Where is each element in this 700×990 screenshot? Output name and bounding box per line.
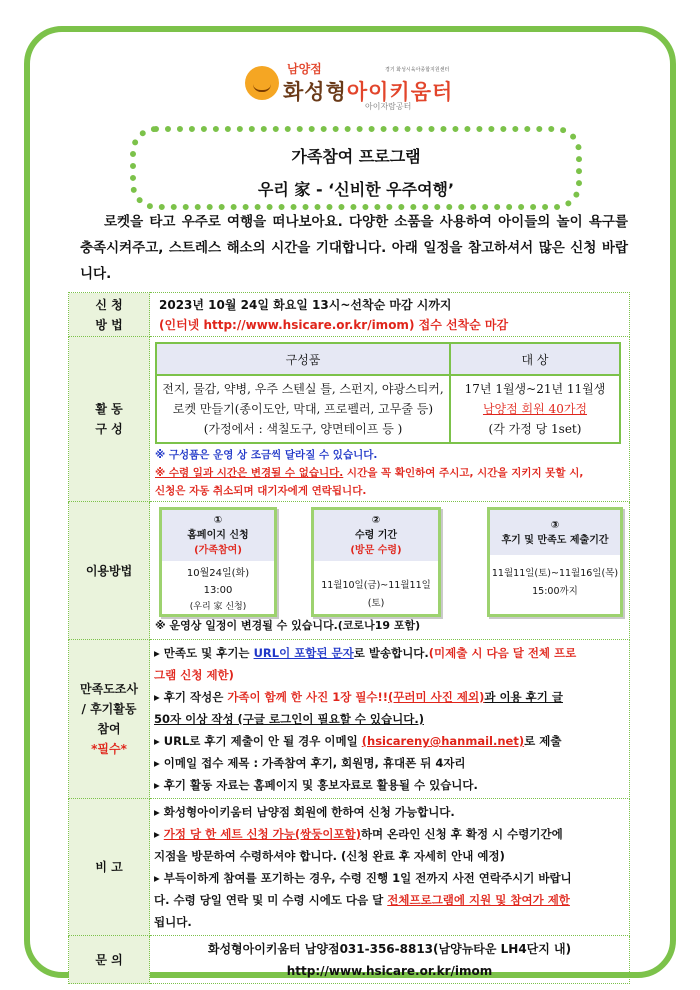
survey-b3c: 로 제출 <box>524 734 562 748</box>
survey-b2e: 50자 이상 작성 (구글 로그인이 필요할 수 있습니다.) <box>154 712 424 726</box>
contact-url[interactable]: http://www.hsicare.or.kr/imom <box>286 963 493 978</box>
contact-label: 문 의 <box>69 936 150 984</box>
col-header-items: 구성품 <box>156 343 450 375</box>
activity-cell <box>150 337 630 502</box>
items-line1: 전지, 물감, 약병, 우주 스텐실 틀, 스펀지, 야광스티커, <box>162 382 444 396</box>
sun-face-icon <box>245 66 279 100</box>
activity-note1: ※ 구성품은 운영 상 조금씩 달라질 수 있습니다. <box>155 449 378 461</box>
items-cell <box>156 375 450 443</box>
logo-org: 경기 화성시육아종합지원센터 <box>385 67 450 73</box>
activity-table <box>155 342 621 444</box>
step-3 <box>487 507 623 617</box>
items-line2: 로켓 만들기(종이도안, 막대, 프로펠러, 고무줄 등) <box>172 402 434 416</box>
contact-cell <box>150 936 630 984</box>
logo-tagline: 아이자람공터 <box>365 102 412 111</box>
survey-b3a: ▸ URL로 후기 제출이 안 될 경우 이메일 <box>154 734 362 748</box>
step-3-date: 11월11일(토)~11월16일(목) <box>491 568 619 579</box>
step-1-sub: (가족참여) <box>194 545 242 556</box>
info-table <box>68 292 630 984</box>
survey-label2: / 후기활동 <box>81 702 137 716</box>
target-cell <box>450 375 620 443</box>
logo <box>245 60 495 111</box>
activity-label: 활 동 구 성 <box>69 337 150 502</box>
target-line1: 17년 1월생~21년 11월생 <box>464 382 606 396</box>
step-2-sub: (방문 수령) <box>350 545 402 556</box>
survey-b4: ▸ 이메일 접수 제목 : 가족참여 후기, 회원명, 휴대폰 뒤 4자리 <box>154 756 466 770</box>
remarks-r1: ▸ 화성형아이키움터 남양점 회원에 한하여 신청 가능합니다. <box>154 805 455 819</box>
col-header-target: 대 상 <box>450 343 620 375</box>
page-title: 가족참여 프로그램 <box>291 147 421 166</box>
step-1-time: 13:00 <box>203 585 233 596</box>
remarks-r2b: 가정 당 한 세트 신청 가능(쌍둥이포함) <box>163 827 361 841</box>
target-line3: (각 가정 당 1set) <box>488 422 582 436</box>
step-3-time: 15:00까지 <box>532 586 578 597</box>
step-1 <box>159 507 277 617</box>
step-2-title: 수령 기간 <box>354 530 398 541</box>
step-2-num: ② <box>371 515 381 526</box>
items-line3: (가정에서 : 색칠도구, 양면테이프 등 ) <box>203 422 403 436</box>
survey-required: *필수* <box>91 742 127 756</box>
usage-steps <box>151 503 628 615</box>
apply-cell <box>150 293 630 337</box>
survey-cell <box>150 640 630 799</box>
step-1-title: 홈페이지 신청 <box>187 530 249 541</box>
remarks-cell <box>150 799 630 936</box>
remarks-r2c: 하며 온라인 신청 후 확정 시 수령기간에 <box>360 827 563 841</box>
survey-b2c: (꾸러미 사진 제외) <box>388 690 485 704</box>
survey-label1: 만족도조사 <box>80 682 138 696</box>
step-1-date: 10월24일(화) <box>186 568 250 579</box>
remarks-r3d: 됩니다. <box>154 915 192 929</box>
survey-label3: 참여 <box>97 722 121 736</box>
step-3-num: ③ <box>550 520 560 531</box>
remarks-r2a: ▸ <box>154 827 164 841</box>
survey-b2a: ▸ 후기 작성은 <box>154 690 228 704</box>
survey-label <box>69 640 150 799</box>
activity-note2b: 시간을 꼭 확인하여 주시고, 시간을 지키지 못할 시, <box>343 467 584 479</box>
logo-branch: 남양점 <box>287 62 322 76</box>
survey-b2b: 가족이 함께 한 사진 1장 필수!! <box>227 690 389 704</box>
step-1-note: (우리 家 신청) <box>189 602 247 612</box>
usage-note: ※ 운영상 일정이 변경될 수 있습니다.(코로나19 포함) <box>155 619 421 632</box>
step-3-title: 후기 및 만족도 제출기간 <box>501 535 609 546</box>
remarks-label: 비 고 <box>69 799 150 936</box>
remarks-r3a: ▸ 부득이하게 참여를 포기하는 경우, 수령 진행 1일 전까지 사전 연락주시기 바랍니 <box>154 871 572 885</box>
activity-note2a: ※ 수령 일과 시간은 변경될 수 없습니다. <box>155 467 344 479</box>
survey-b1d: (미제출 시 다음 달 전체 프로 <box>428 646 577 660</box>
activity-note3: 신청은 자동 취소되며 대기자에게 연락됩니다. <box>155 485 367 497</box>
title-box <box>130 126 582 210</box>
survey-url-text: URL이 포함된 문자 <box>253 646 354 660</box>
target-line2: 남양점 회원 40가정 <box>482 402 588 416</box>
remarks-r2d: 지점을 방문하여 수령하셔야 합니다. (신청 완료 후 자세히 안내 예정) <box>154 849 505 863</box>
usage-label: 이용방법 <box>69 502 150 640</box>
apply-label: 신 청 방 법 <box>69 293 150 337</box>
logo-name-part2: 아이키움터 <box>346 80 454 104</box>
remarks-r3b: 다. 수령 당일 연락 및 미 수령 시에도 다음 달 <box>154 893 388 907</box>
page-subtitle: 우리 家 - ‘신비한 우주여행’ <box>257 180 455 199</box>
survey-b5: ▸ 후기 활동 자료는 홈페이지 및 홍보자료로 활용될 수 있습니다. <box>154 778 478 792</box>
survey-b1a: ▸ 만족도 및 후기는 <box>154 646 254 660</box>
usage-cell <box>150 502 630 640</box>
step-1-num: ① <box>213 515 223 526</box>
apply-line1: 2023년 10월 24일 화요일 13시~선착순 마감 시까지 <box>159 298 452 312</box>
contact-line1: 화성형아이키움터 남양점031-356-8813(남양뉴타운 LH4단지 내) <box>207 941 572 956</box>
step-2 <box>311 507 441 617</box>
intro-paragraph: 로켓을 타고 우주로 여행을 떠나보아요. 다양한 소품을 사용하여 아이들의 놀이 욕구를 충족시켜주고, 스트레스 해소의 시간을 기대합니다. 아래 일정을 참고하셔서 많은 신청 바랍니다. <box>80 214 628 282</box>
survey-email[interactable]: (hsicareny@hanmail.net) <box>361 734 525 748</box>
step-2-date: 11월10일(금)~11월11일(토) <box>321 580 431 609</box>
logo-name-part1: 화성형 <box>283 80 347 104</box>
survey-b1e: 그램 신청 제한) <box>154 668 234 682</box>
survey-b2d: 과 이용 후기 글 <box>484 690 563 704</box>
apply-line2: (인터넷 http://www.hsicare.or.kr/imom) 접수 선착순 마감 <box>159 318 509 332</box>
remarks-r3c: 전체프로그램에 지원 및 참여가 제한 <box>387 893 570 907</box>
survey-b1c: 로 발송합니다. <box>353 646 429 660</box>
